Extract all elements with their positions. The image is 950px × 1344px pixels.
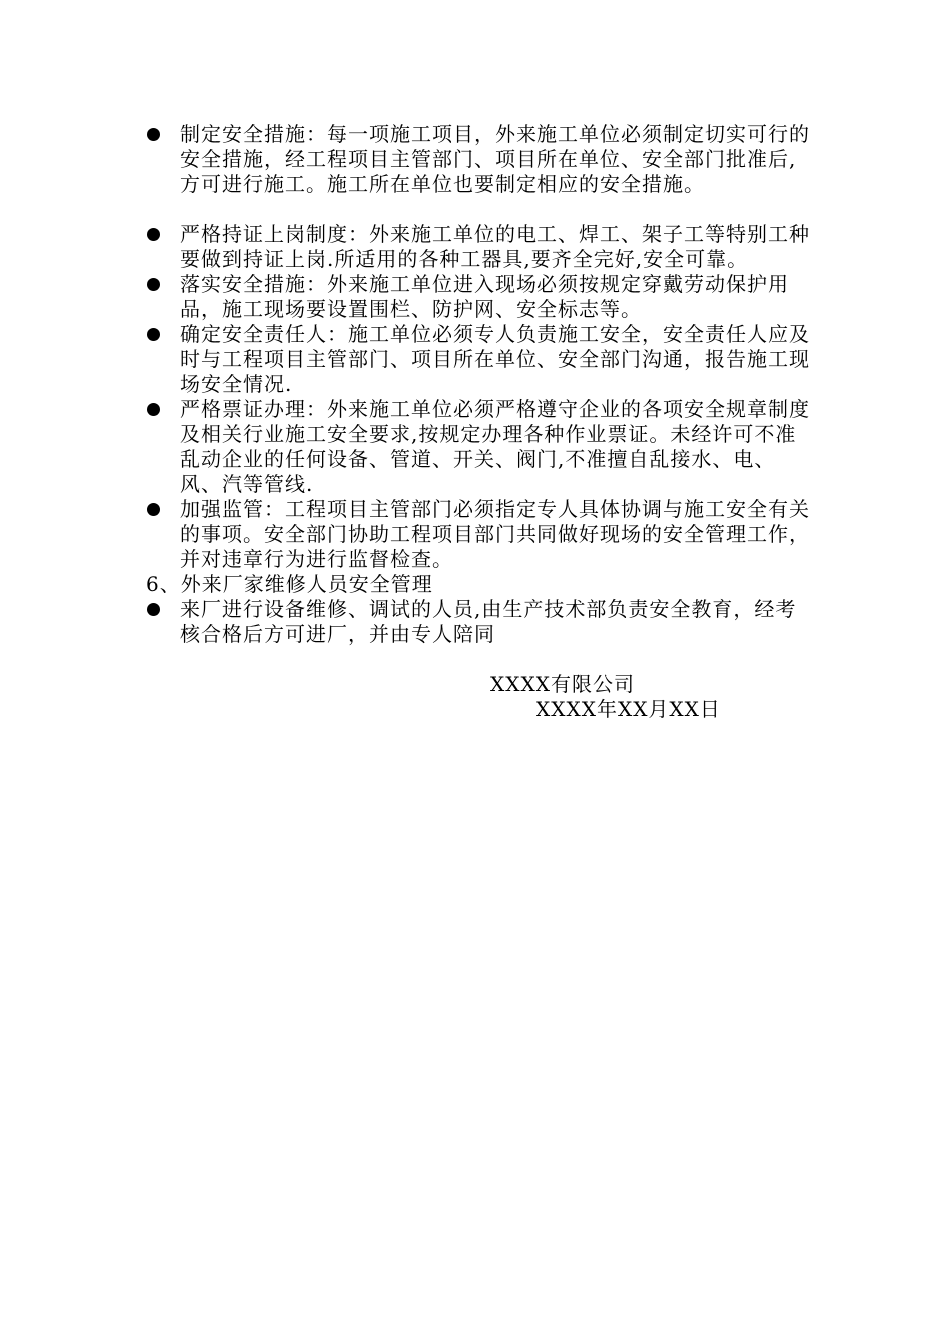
section-heading: 6、外来厂家维修人员安全管理 <box>146 572 433 596</box>
list-item <box>146 122 810 197</box>
signature-date: XXXX年XX月XX日 <box>536 697 721 721</box>
list-item-text: 落实安全措施：外来施工单位进入现场必须按规定穿戴劳动保护用品，施工现场要设置围栏、防护网、安全标志等。 <box>180 272 789 321</box>
list-item-text: 加强监管：工程项目主管部门必须指定专人具体协调与施工安全有关的事项。安全部门协助工程项目部门共同做好现场的安全管理工作，并对违章行为进行监督检查。 <box>180 497 810 571</box>
list-item <box>146 497 810 572</box>
bullet-icon <box>146 272 180 297</box>
list-item-text: 严格持证上岗制度：外来施工单位的电工、焊工、架子工等特别工种要做到持证上岗.所适用的各种工器具,要齐全完好,安全可靠。 <box>180 222 810 271</box>
list-item-text: 制定安全措施：每一项施工项目，外来施工单位必须制定切实可行的安全措施，经工程项目主管部门、项目所在单位、安全部门批准后,方可进行施工。施工所在单位也要制定相应的安全措施。 <box>180 122 810 196</box>
list-item <box>146 322 810 397</box>
bullet-icon <box>146 497 180 522</box>
bullet-icon <box>146 322 180 347</box>
list-item <box>146 597 810 647</box>
list-item <box>146 222 810 272</box>
list-item-text: 严格票证办理：外来施工单位必须严格遵守企业的各项安全规章制度及相关行业施工安全要求,按规定办理各种作业票证。未经许可不准乱动企业的任何设备、管道、开关、阀门,不准擅自乱接水、电、风、汽等管线. <box>180 397 810 496</box>
list-item-text: 来厂进行设备维修、调试的人员,由生产技术部负责安全教育，经考核合格后方可进厂，并由专人陪同 <box>180 597 797 646</box>
bullet-icon <box>146 122 180 147</box>
list-item <box>146 272 810 322</box>
list-item-text: 确定安全责任人：施工单位必须专人负责施工安全，安全责任人应及时与工程项目主管部门、项目所在单位、安全部门沟通，报告施工现场安全情况. <box>180 322 810 396</box>
bullet-icon <box>146 397 180 422</box>
list-item <box>146 397 810 497</box>
bullet-icon <box>146 222 180 247</box>
bullet-icon <box>146 597 180 622</box>
signature-company: XXXX有限公司 <box>490 672 635 696</box>
document-body <box>146 122 810 647</box>
